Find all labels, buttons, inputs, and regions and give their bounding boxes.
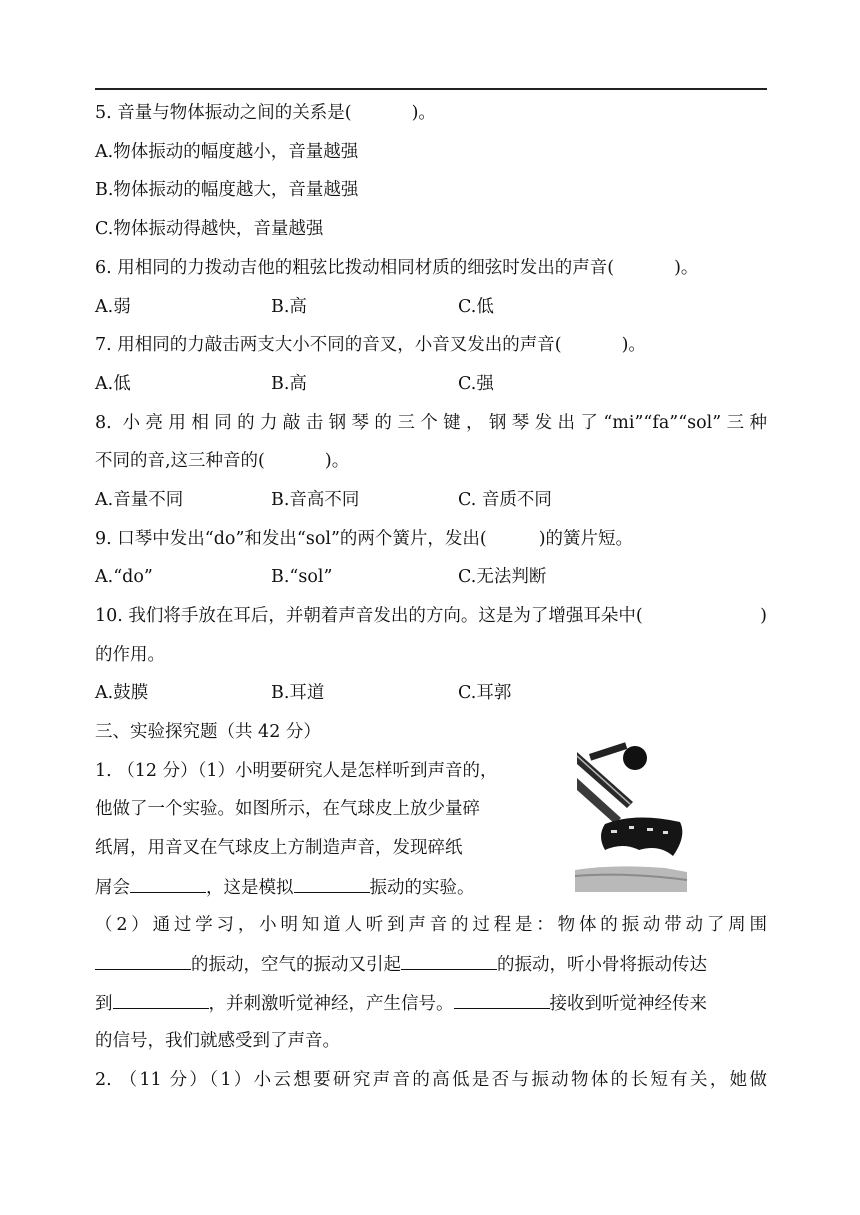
exp1-p2-line4: 的信号，我们就感受到了声音。 [95, 1031, 340, 1051]
q10-option-b: B.耳道 [271, 683, 325, 703]
q6-stem: 6. 用相同的力拨动吉他的粗弦比拨动相同材质的细弦时发出的声音( )。 [95, 258, 699, 278]
exp1-line2: 他做了一个实验。如图所示，在气球皮上放少量碎 [95, 799, 480, 819]
balloon-membrane-icon [575, 817, 687, 892]
exp1-p2-line2: 的振动，空气的振动又引起 的振动，听小骨将振动传达 [95, 953, 707, 976]
q8-option-b: B.音高不同 [271, 490, 360, 510]
q6-option-b: B.高 [271, 297, 307, 317]
q10-option-c: C.耳郭 [458, 683, 512, 703]
q7-stem: 7. 用相同的力敲击两支大小不同的音叉，小音叉发出的声音( )。 [95, 335, 646, 355]
q8-option-a: A.音量不同 [95, 490, 184, 510]
q8-option-c: C. 音质不同 [458, 490, 552, 510]
q8-stem-line1: 8. 小亮用相同的力敲击钢琴的三个键，钢琴发出了“mi”“fa”“sol”三种 [95, 413, 767, 433]
exp1-p2-line3: 到 ，并刺激听觉神经，产生信号。 接收到听觉神经传来 [95, 994, 707, 1014]
exp2-line1: 2. （11 分）（1）小云想要研究声音的高低是否与振动物体的长短有关，她做 [95, 1070, 767, 1090]
q9-option-c: C.无法判断 [458, 567, 547, 587]
q10-stem-line2: 的作用。 [95, 645, 165, 665]
header-rule [95, 88, 767, 90]
exp1-line4: 屑会 ，这是模拟 振动的实验。 [95, 878, 475, 898]
q5-option-a: A.物体振动的幅度越小，音量越强 [95, 142, 359, 162]
tuning-fork-icon [577, 742, 647, 824]
q6-option-a: A.弱 [95, 297, 131, 317]
q5-stem: 5. 音量与物体振动之间的关系是( )。 [95, 103, 436, 123]
q10-stem-line1: 10. 我们将手放在耳后，并朝着声音发出的方向。这是为了增强耳朵中( ) [95, 606, 767, 626]
q9-option-a: A.“do” [95, 567, 153, 587]
q7-option-c: C.强 [458, 374, 494, 394]
q9-option-b: B.“sol” [271, 567, 333, 587]
section-title: 三、实验探究题（共 42 分） [95, 722, 321, 742]
q7-option-b: B.高 [271, 374, 307, 394]
q5-option-b: B.物体振动的幅度越大，音量越强 [95, 180, 359, 200]
q6-option-c: C.低 [458, 297, 494, 317]
q8-stem-line2: 不同的音,这三种音的( )。 [95, 451, 350, 471]
q9-stem: 9. 口琴中发出“do”和发出“sol”的两个簧片，发出( )的簧片短。 [95, 529, 634, 549]
exp1-line3: 纸屑，用音叉在气球皮上方制造声音，发现碎纸 [95, 838, 463, 858]
q7-option-a: A.低 [95, 374, 131, 394]
q5-option-c: C.物体振动得越快，音量越强 [95, 219, 324, 239]
exp1-p2-line1: （2）通过学习，小明知道人听到声音的过程是：物体的振动带动了周围 [95, 915, 767, 935]
q10-option-a: A.鼓膜 [95, 683, 149, 703]
tuning-fork-balloon-figure [575, 738, 690, 893]
exp1-line1: 1. （12 分）（1）小明要研究人是怎样听到声音的， [95, 761, 498, 781]
